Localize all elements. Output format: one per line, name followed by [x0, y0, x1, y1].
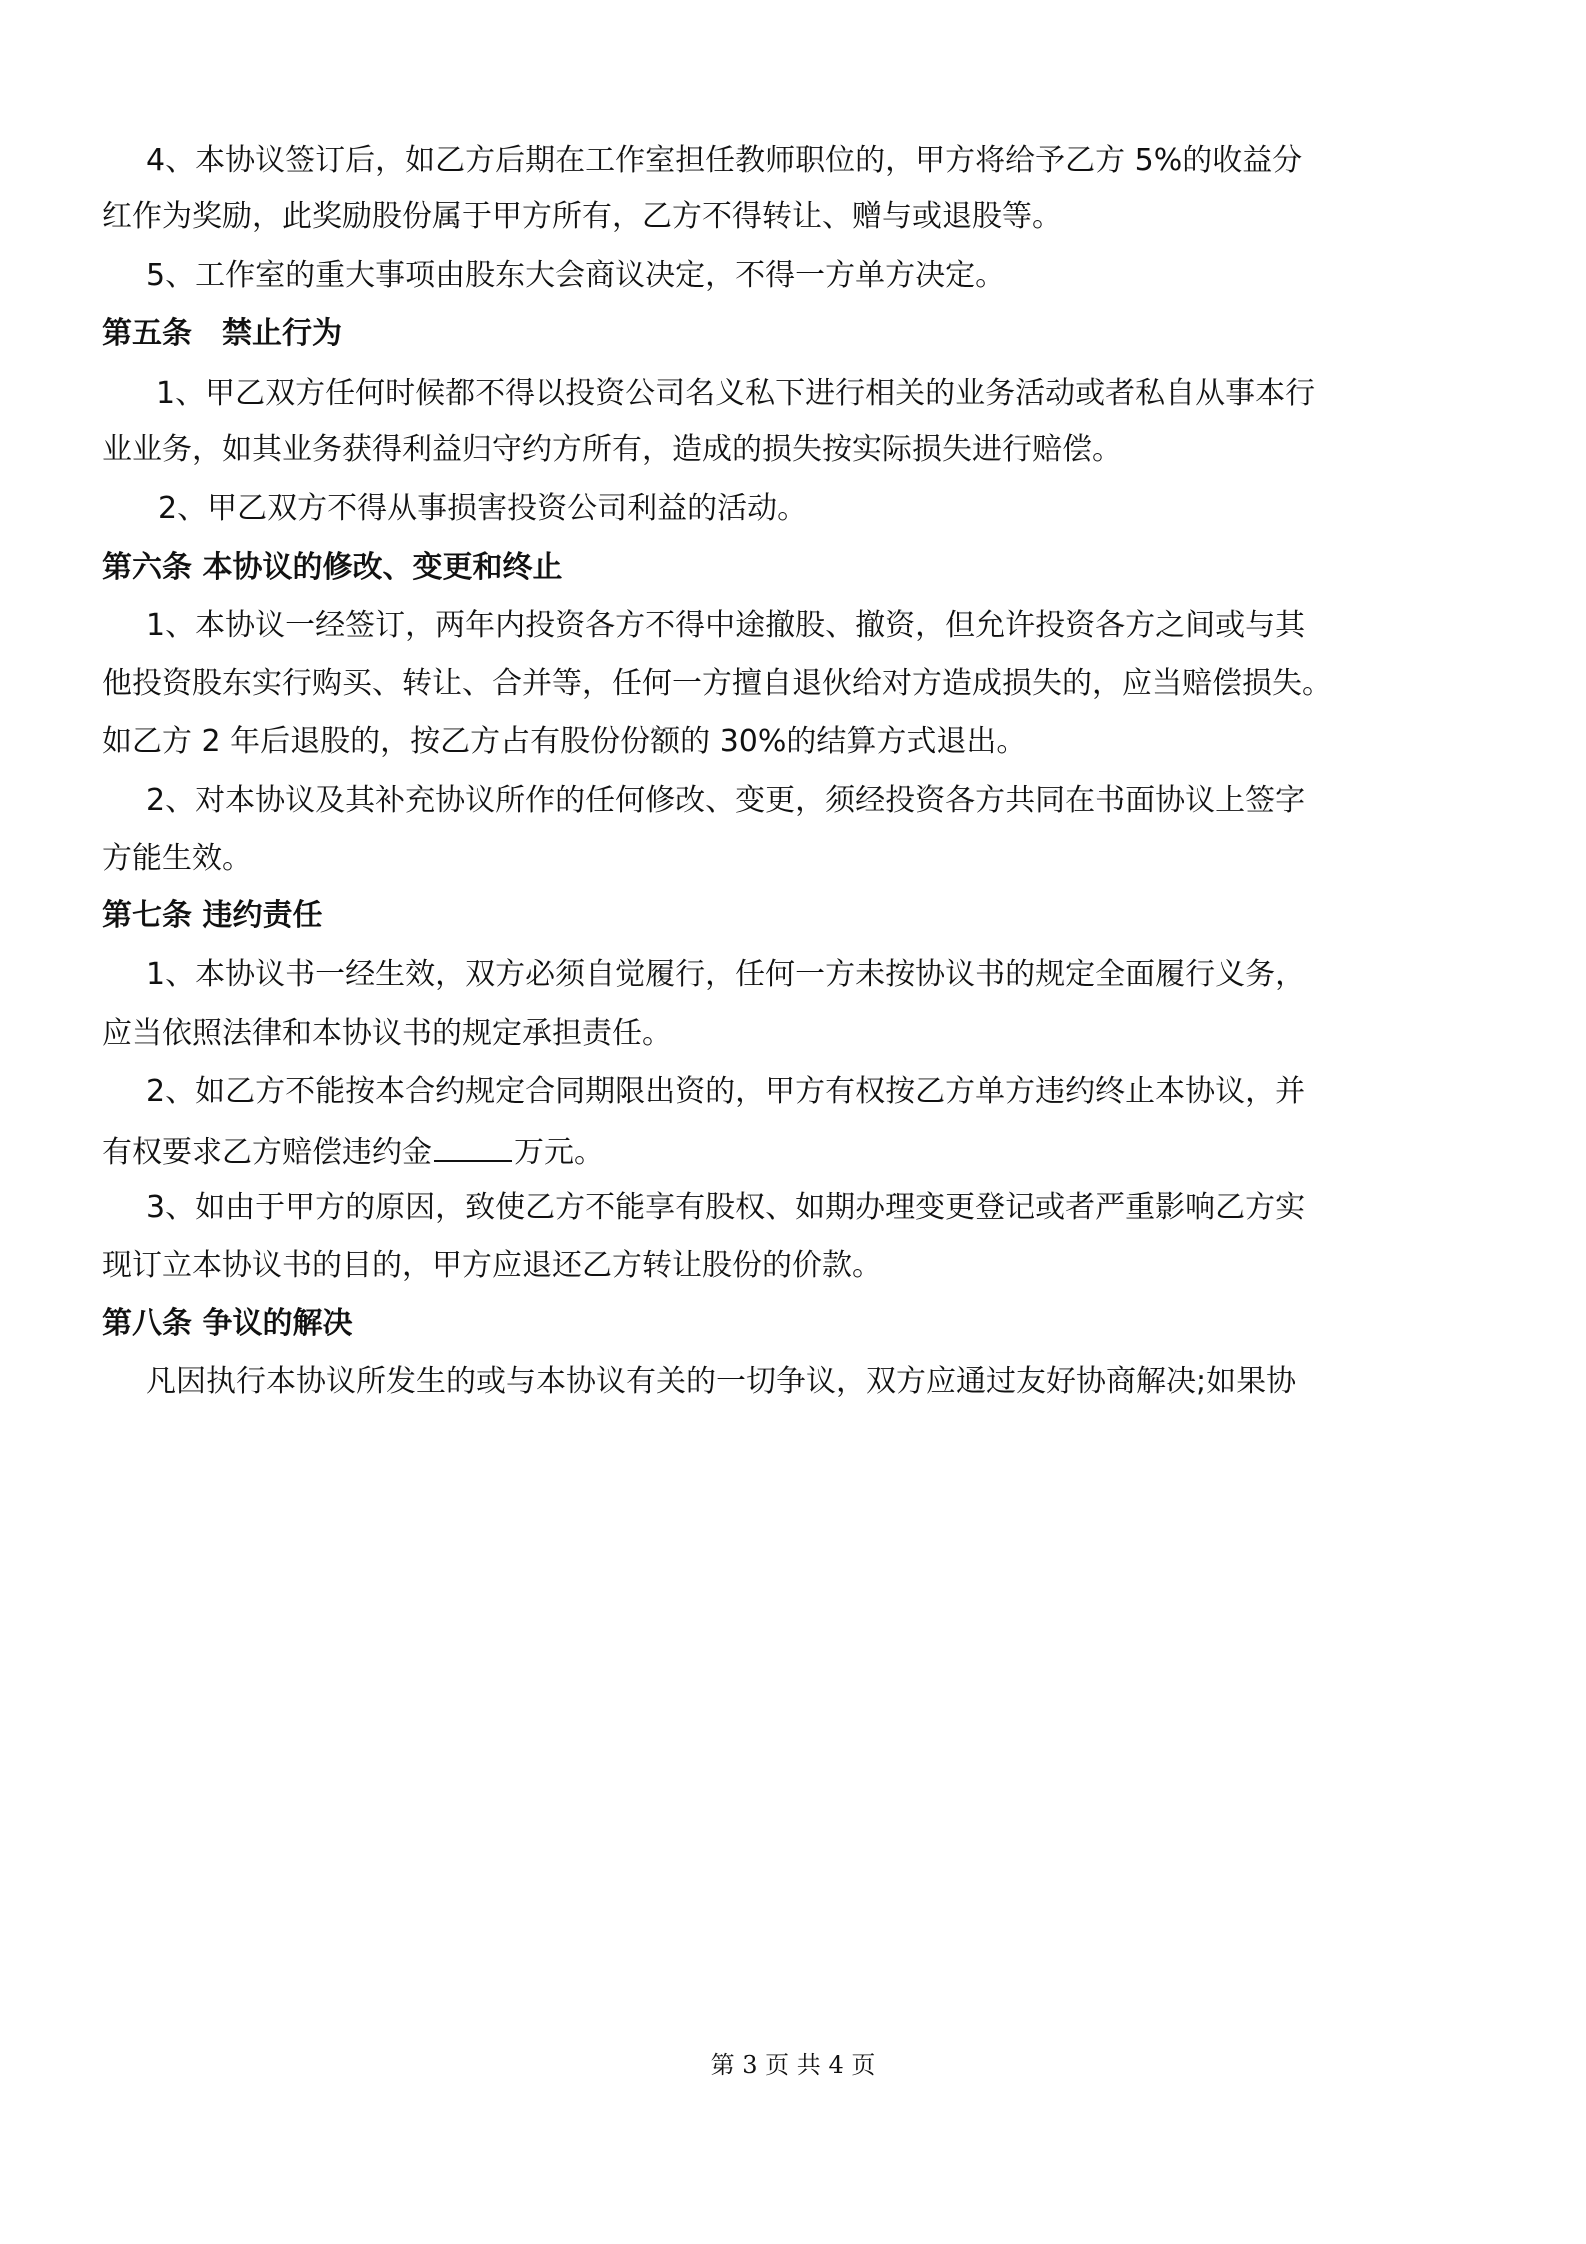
- paragraph-line: 现订立本协议书的目的，甲方应退还乙方转让股份的价款。: [102, 1248, 882, 1283]
- paragraph-line: 5、工作室的重大事项由股东大会商议决定，不得一方单方决定。: [146, 258, 1006, 293]
- paragraph-line: 业业务，如其业务获得利益归守约方所有，造成的损失按实际损失进行赔偿。: [102, 432, 1122, 467]
- paragraph-line: 2、甲乙双方不得从事损害投资公司利益的活动。: [158, 491, 808, 526]
- section-heading: 第六条 本协议的修改、变更和终止: [102, 550, 563, 585]
- paragraph-line: 3、如由于甲方的原因，致使乙方不能享有股权、如期办理变更登记或者严重影响乙方实: [146, 1190, 1306, 1225]
- paragraph-line: 红作为奖励，此奖励股份属于甲方所有，乙方不得转让、赠与或退股等。: [102, 199, 1062, 234]
- paragraph-line: 4、本协议签订后，如乙方后期在工作室担任教师职位的，甲方将给予乙方 5%的收益分: [146, 143, 1303, 178]
- paragraph-text: 万元。: [514, 1135, 604, 1170]
- paragraph-line: 1、本协议书一经生效，双方必须自觉履行，任何一方未按协议书的规定全面履行义务，: [146, 957, 1306, 992]
- paragraph-line: 如乙方 2 年后退股的，按乙方占有股份份额的 30%的结算方式退出。: [102, 724, 1027, 759]
- fill-in-blank: [434, 1130, 512, 1162]
- paragraph-line: 他投资股东实行购买、转让、合并等，任何一方擅自退伙给对方造成损失的，应当赔偿损失。: [102, 666, 1332, 701]
- paragraph-line: 1、本协议一经签订，两年内投资各方不得中途撤股、撤资，但允许投资各方之间或与其: [146, 608, 1306, 643]
- paragraph-line: 1、甲乙双方任何时候都不得以投资公司名义私下进行相关的业务活动或者私自从事本行: [156, 376, 1316, 411]
- paragraph-line: 应当依照法律和本协议书的规定承担责任。: [102, 1016, 672, 1051]
- page-number-footer: 第 3 页 共 4 页: [710, 2051, 876, 2079]
- paragraph-text: 有权要求乙方赔偿违约金: [102, 1135, 432, 1170]
- section-heading: 第八条 争议的解决: [102, 1306, 353, 1341]
- paragraph-line: 2、如乙方不能按本合约规定合同期限出资的，甲方有权按乙方单方违约终止本协议，并: [146, 1074, 1306, 1109]
- section-heading: 第七条 违约责任: [102, 898, 323, 933]
- section-heading: 第五条 禁止行为: [102, 316, 342, 351]
- paragraph-line: 方能生效。: [102, 841, 252, 876]
- paragraph-line-with-blank: [102, 1130, 1586, 1173]
- paragraph-line: 2、对本协议及其补充协议所作的任何修改、变更，须经投资各方共同在书面协议上签字: [146, 783, 1306, 818]
- paragraph-line: 凡因执行本协议所发生的或与本协议有关的一切争议，双方应通过友好协商解决;如果协: [146, 1364, 1297, 1399]
